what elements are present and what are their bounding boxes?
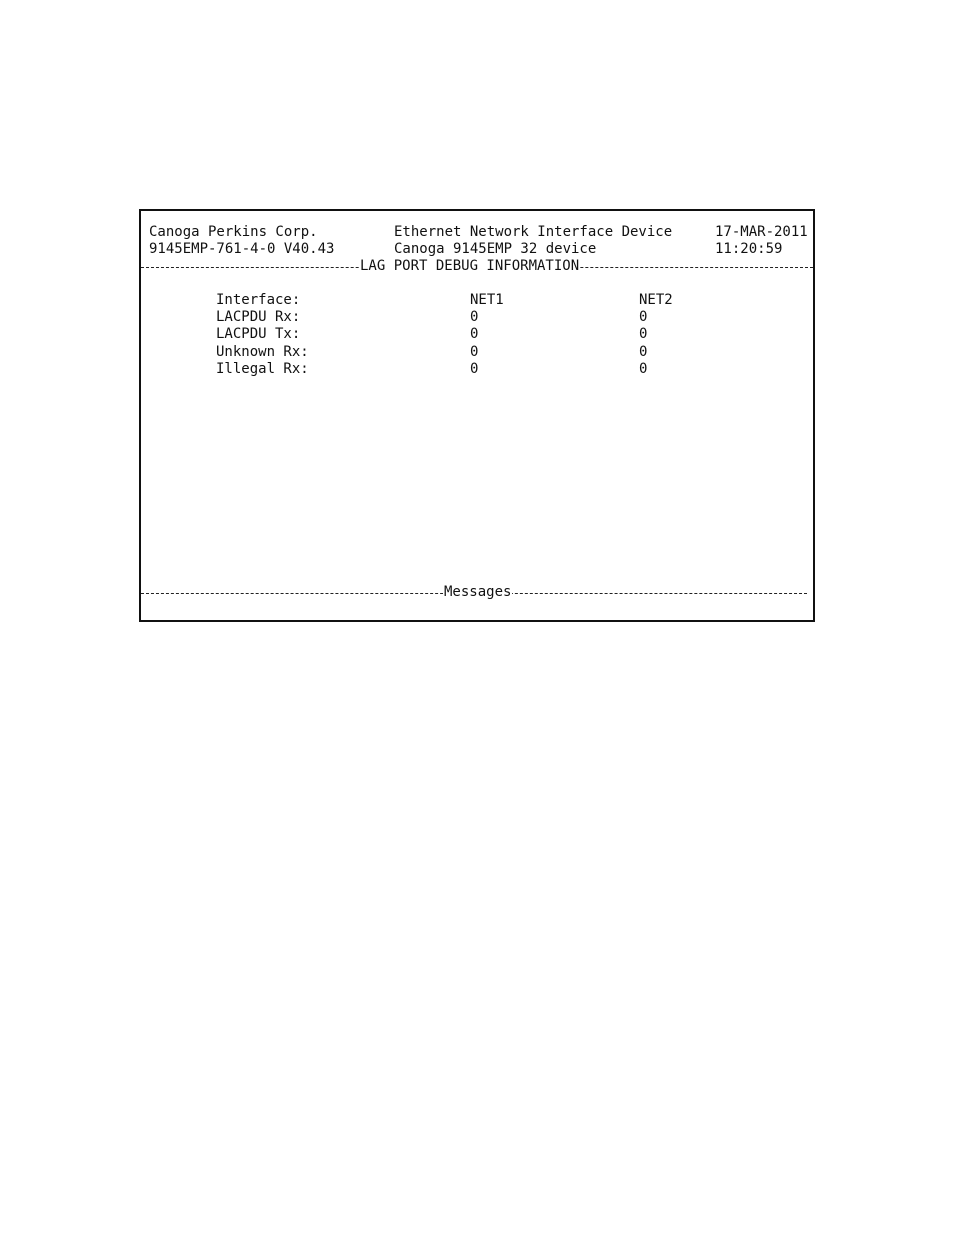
messages-title: Messages [444, 584, 512, 600]
terminal-screen [139, 209, 815, 622]
device-model: Canoga 9145EMP 32 device [394, 241, 597, 257]
row-label: LACPDU Rx: [216, 309, 301, 325]
date: 17-MAR-2011 [715, 224, 808, 240]
net1-value: 0 [470, 361, 479, 377]
net1-value: 0 [470, 309, 479, 325]
device-title: Ethernet Network Interface Device [394, 224, 673, 240]
net2-value: 0 [639, 361, 648, 377]
section-title: LAG PORT DEBUG INFORMATION [360, 258, 580, 274]
net2-value: 0 [639, 326, 648, 342]
net1-value: NET1 [470, 292, 504, 308]
net2-value: 0 [639, 309, 648, 325]
row-label: Illegal Rx: [216, 361, 309, 377]
net2-value: NET2 [639, 292, 673, 308]
row-label: Interface: [216, 292, 301, 308]
row-label: Unknown Rx: [216, 344, 309, 360]
firmware-version: 9145EMP-761-4-0 V40.43 [149, 241, 335, 257]
table-row [141, 361, 813, 378]
net2-value: 0 [639, 344, 648, 360]
time: 11:20:59 [715, 241, 783, 257]
net1-value: 0 [470, 326, 479, 342]
company-name: Canoga Perkins Corp. [149, 224, 318, 240]
table-row [141, 292, 813, 309]
net1-value: 0 [470, 344, 479, 360]
row-label: LACPDU Tx: [216, 326, 301, 342]
table-row [141, 344, 813, 361]
messages-divider [141, 584, 807, 601]
table-row [141, 309, 813, 326]
table-row [141, 326, 813, 343]
section-divider [141, 258, 813, 275]
